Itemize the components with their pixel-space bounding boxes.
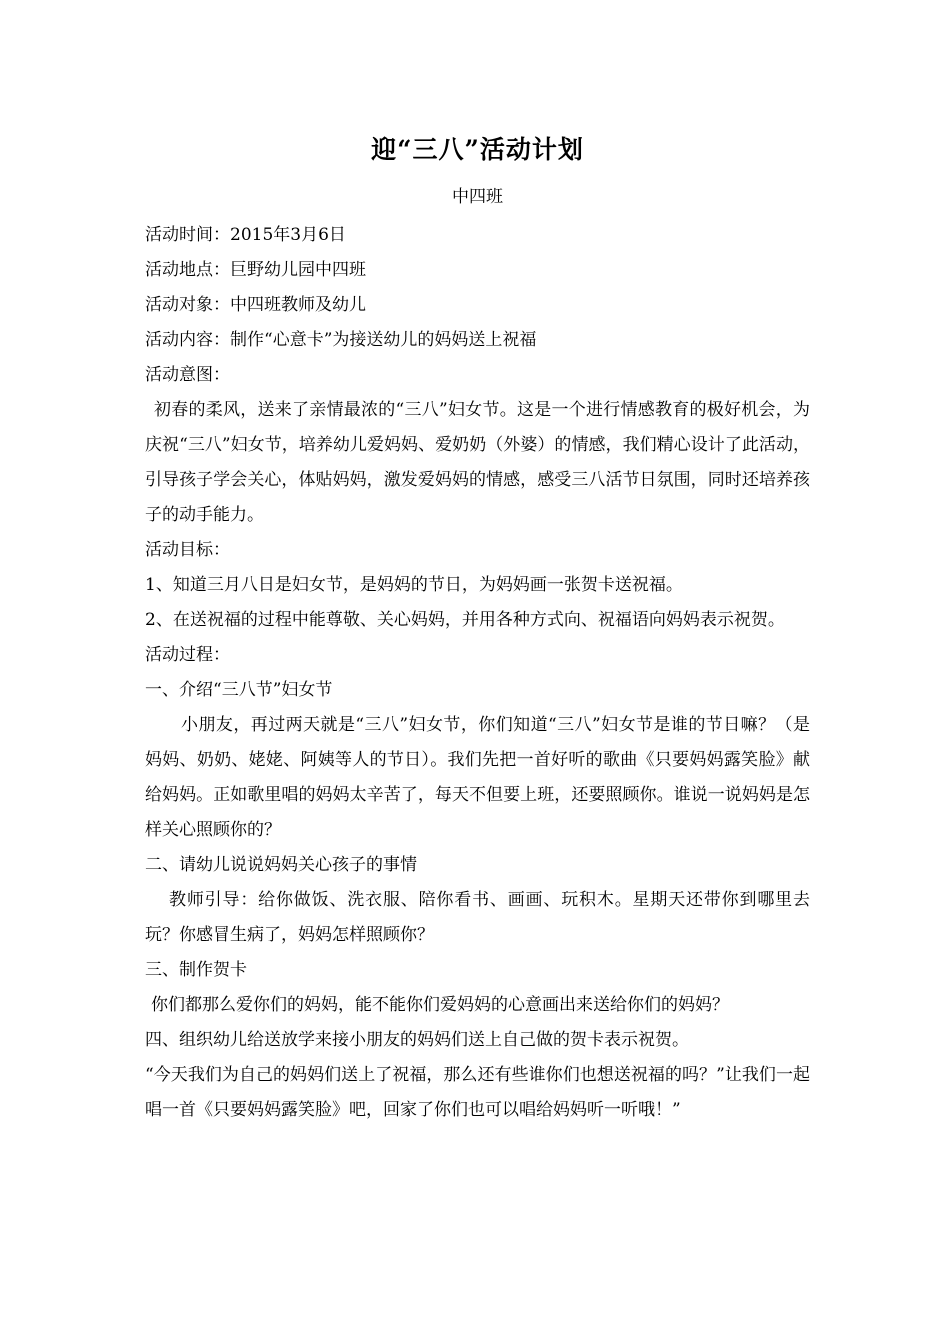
step-1-paragraph: 小朋友，再过两天就是“三八”妇女节，你们知道“三八”妇女节是谁的节日嘛？（是妈妈、奶奶、姥姥、阿姨等人的节日）。我们先把一首好听的歌曲《只要妈妈露笑脸》献给妈妈。正如歌里唱的妈妈太辛苦了，每天不但要上班，还要照顾你。谁说一说妈妈是怎样关心照顾你的？ [145, 715, 810, 840]
activity-target: 活动对象：中四班教师及幼儿 [145, 295, 366, 315]
step-1-heading: 一、介绍“三八节”妇女节 [145, 680, 333, 700]
class-name: 中四班 [452, 187, 503, 207]
step-2-paragraph: 教师引导：给你做饭、洗衣服、陪你看书、画画、玩积木。星期天还带你到哪里去玩？你感冒生病了，妈妈怎样照顾你？ [145, 890, 810, 945]
activity-time: 活动时间：2015年3月6日 [145, 225, 346, 245]
activity-place: 活动地点：巨野幼儿园中四班 [145, 260, 366, 280]
activity-content: 活动内容：制作“心意卡”为接送幼儿的妈妈送上祝福 [145, 330, 537, 350]
intent-heading: 活动意图： [145, 365, 230, 385]
step-3-paragraph: 你们都那么爱你们的妈妈，能不能你们爱妈妈的心意画出来送给你们的妈妈？ [151, 995, 729, 1015]
step-3-heading: 三、制作贺卡 [145, 960, 247, 980]
process-heading: 活动过程： [145, 645, 230, 665]
goal-item-2: 2、在送祝福的过程中能尊敬、关心妈妈，并用各种方式向、祝福语向妈妈表示祝贺。 [145, 610, 785, 630]
step-2-heading: 二、请幼儿说说妈妈关心孩子的事情 [145, 855, 417, 875]
step-4-heading: 四、组织幼儿给送放学来接小朋友的妈妈们送上自己做的贺卡表示祝贺。 [145, 1030, 689, 1050]
document-title: 迎“三八”活动计划 [371, 135, 584, 164]
document-page [145, 130, 810, 1128]
goal-item-1: 1、知道三月八日是妇女节，是妈妈的节日，为妈妈画一张贺卡送祝福。 [145, 575, 683, 595]
intent-paragraph: 初春的柔风，送来了亲情最浓的“三八”妇女节。这是一个进行情感教育的极好机会，为庆祝“三八”妇女节，培养幼儿爱妈妈、爱奶奶（外婆）的情感，我们精心设计了此活动，引导孩子学会关心，体贴妈妈，激发爱妈妈的情感，感受三八活节日氛围，同时还培养孩子的动手能力。 [145, 400, 810, 525]
closing-paragraph: “今天我们为自己的妈妈们送上了祝福，那么还有些谁你们也想送祝福的吗？”让我们一起唱一首《只要妈妈露笑脸》吧，回家了你们也可以唱给妈妈听一听哦！” [145, 1065, 810, 1120]
goals-heading: 活动目标： [145, 540, 230, 560]
